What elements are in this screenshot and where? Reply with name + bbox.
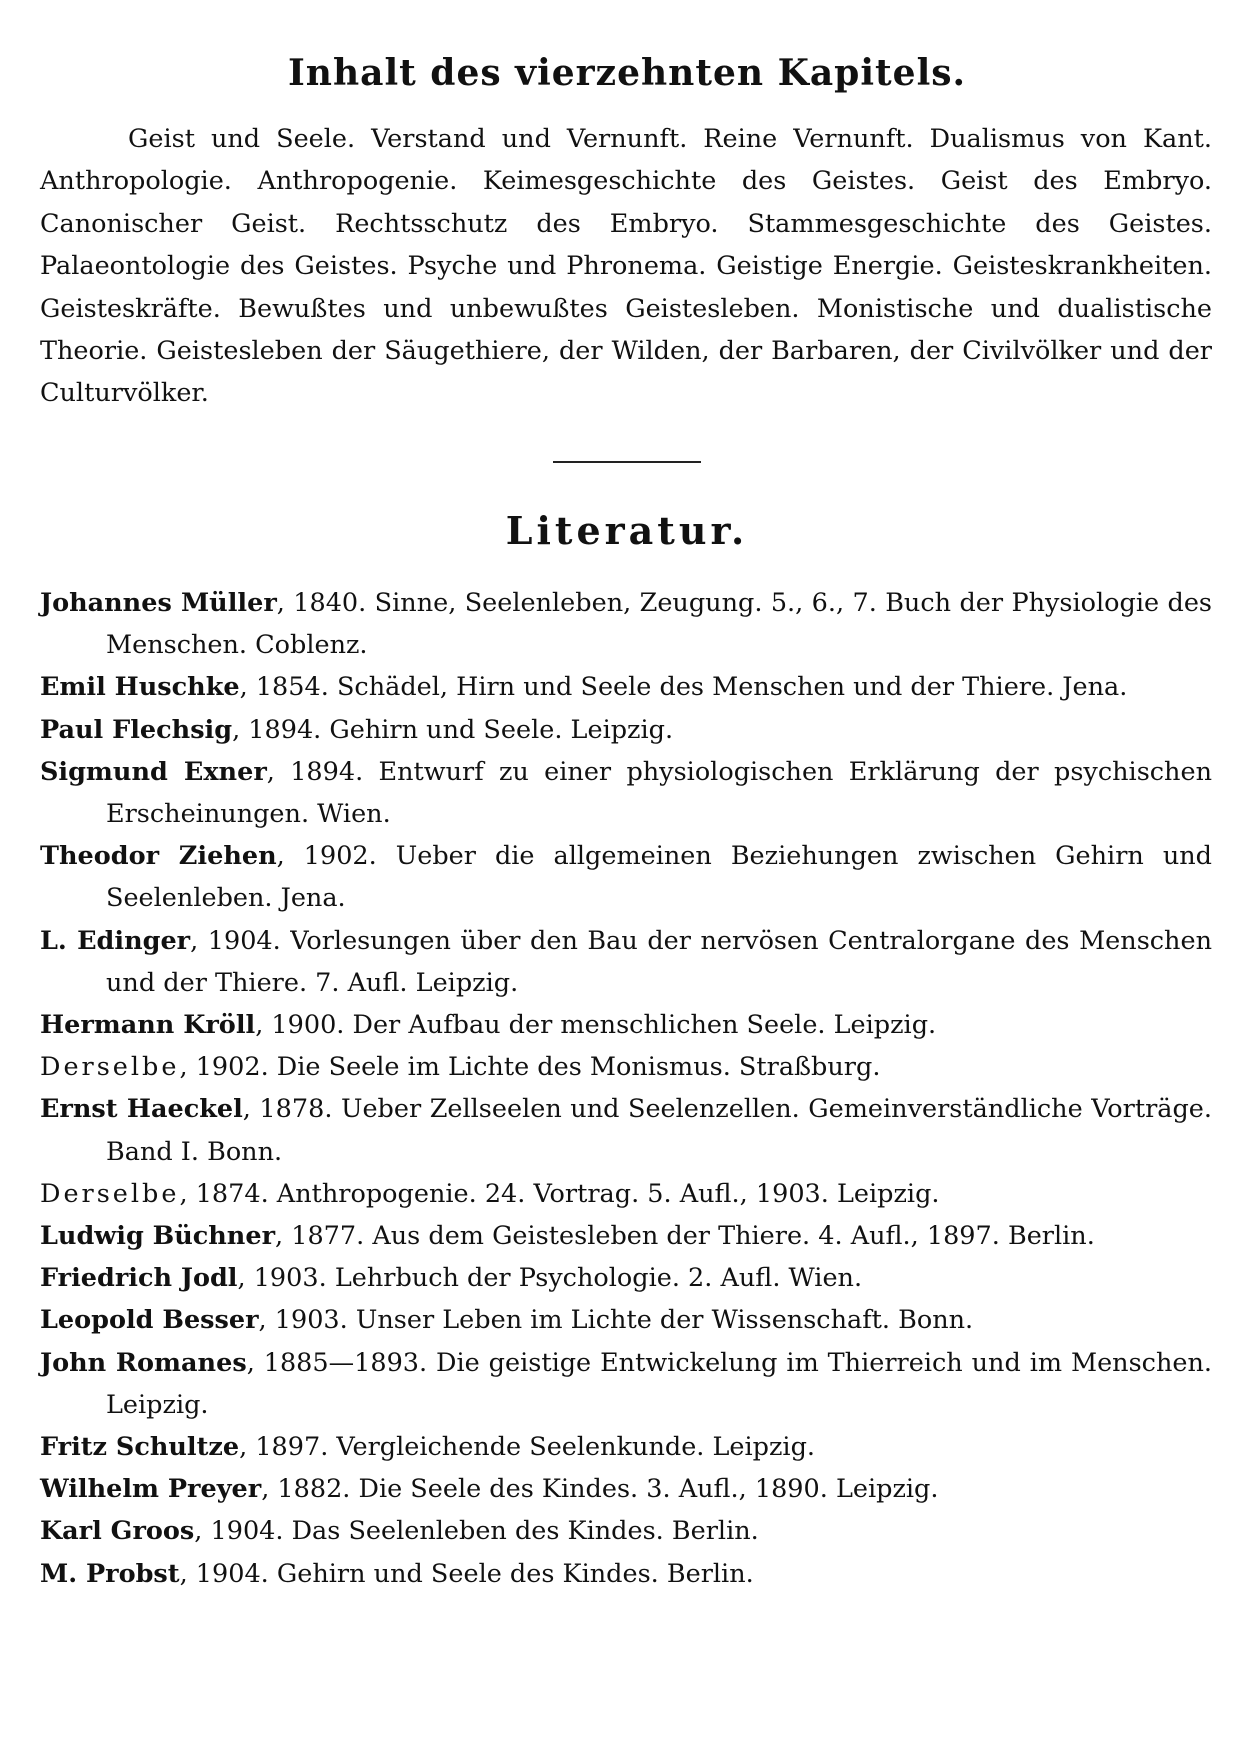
entry-author: Ludwig Büchner [40, 1221, 276, 1252]
entry-details: , 1877. Aus dem Geistesleben der Thiere. 4. Aufl., 1897. Berlin. [275, 1221, 1095, 1252]
entry-details: , 1902. Ueber die allgemeinen Beziehungen zwischen Gehirn und Seelenleben. Jena. [106, 841, 1212, 914]
entry-author: Hermann Kröll [40, 1010, 256, 1041]
entry-author: Theodor Ziehen [40, 841, 277, 872]
entry-author: Fritz Schultze [40, 1432, 240, 1463]
entry-details: , 1874. Anthropogenie. 24. Vortrag. 5. Aufl., 1903. Leipzig. [179, 1178, 940, 1209]
entry-author: Friedrich Jodl [40, 1263, 238, 1294]
literature-entry [40, 1088, 1212, 1172]
entry-author: Wilhelm Preyer [40, 1474, 262, 1505]
entry-details: , 1878. Ueber Zellseelen und Seelenzellen. Gemeinverständliche Vorträge. Band I. Bonn. [106, 1094, 1212, 1167]
literature-entry [40, 1004, 1212, 1046]
entry-details: , 1903. Lehrbuch der Psychologie. 2. Aufl. Wien. [237, 1263, 863, 1294]
literature-entry [40, 709, 1212, 751]
literature-entry [40, 835, 1212, 919]
entry-details: , 1882. Die Seele des Kindes. 3. Aufl., 1890. Leipzig. [261, 1474, 939, 1505]
literature-entry [40, 1510, 1212, 1552]
entry-author: Paul Flechsig [40, 714, 233, 745]
literature-entry [40, 1468, 1212, 1510]
entry-author: Emil Huschke [40, 672, 240, 703]
literature-entry [40, 1426, 1212, 1468]
section-divider [553, 461, 701, 463]
entry-details: , 1854. Schädel, Hirn und Seele des Menschen und der Thiere. Jena. [239, 672, 1128, 703]
entry-author: Sigmund Exner [40, 756, 267, 787]
chapter-contents-summary: Geist und Seele. Verstand und Vernunft. Reine Vernunft. Dualismus von Kant. Anthropologie. Anthropogenie. Keimesgeschichte des Geistes. Geist des Embryo. Canonischer Geist. Rechtsschutz des Embryo. Stammesgeschichte des Geistes. Palaeontologie des Geistes. Psyche und Phronema. Geistige Energie. Geisteskrankheiten. Geisteskräfte. Bewußtes und unbewußtes Geistesleben. Monistische und dualistische Theorie. Geistesleben der Säugethiere, der Wilden, der Barbaren, der Civilvölker und der Culturvölker. [40, 124, 1212, 409]
entry-details: , 1840. Sinne, Seelenleben, Zeugung. 5., 6., 7. Buch der Physiologie des Menschen. Coblenz. [106, 588, 1212, 661]
literature-entry [40, 1553, 1212, 1595]
entry-details: , 1904. Das Seelenleben des Kindes. Berlin. [194, 1516, 759, 1547]
entry-author: Derselbe [40, 1052, 180, 1083]
entry-details: , 1894. Entwurf zu einer physiologischen Erklärung der psychischen Erscheinungen. Wien. [106, 756, 1212, 830]
entry-details: , 1902. Die Seele im Lichte des Monismus. Straßburg. [179, 1052, 881, 1083]
literature-entry [40, 1257, 1212, 1299]
entry-details: , 1897. Vergleichende Seelenkunde. Leipzig. [239, 1432, 816, 1463]
entry-author: John Romanes [40, 1347, 247, 1378]
entry-author: Karl Groos [40, 1516, 195, 1547]
literature-entry [40, 1342, 1212, 1426]
literature-title: Literatur. [505, 508, 749, 553]
chapter-contents-title: Inhalt des vierzehnten Kapitels. [287, 52, 967, 94]
entry-author: Johannes Müller [40, 588, 277, 618]
entry-details: , 1885—1893. Die geistige Entwickelung im Thierreich und im Menschen. Leipzig. [106, 1347, 1213, 1420]
entry-author: Derselbe [40, 1178, 180, 1209]
entry-details: , 1894. Gehirn und Seele. Leipzig. [232, 714, 674, 745]
entry-details: , 1900. Der Aufbau der menschlichen Seele. Leipzig. [255, 1010, 937, 1041]
entry-author: Leopold Besser [40, 1305, 259, 1336]
entry-details: , 1904. Gehirn und Seele des Kindes. Berlin. [179, 1558, 754, 1589]
entry-author: Ernst Haeckel [40, 1094, 243, 1125]
literature-entry [40, 751, 1212, 835]
literature-entry [40, 1173, 1212, 1215]
literature-entry [40, 582, 1212, 666]
literature-list [40, 582, 1212, 1595]
entry-details: , 1903. Unser Leben im Lichte der Wissenschaft. Bonn. [258, 1305, 974, 1336]
literature-entry [40, 666, 1212, 708]
literature-entry [40, 1046, 1212, 1088]
literature-entry [40, 1299, 1212, 1341]
literature-entry [40, 1215, 1212, 1257]
entry-author: M. Probst [40, 1558, 180, 1589]
entry-details: , 1904. Vorlesungen über den Bau der nervösen Centralorgane des Menschen und der Thiere. 7. Aufl. Leipzig. [106, 925, 1212, 998]
literature-entry [40, 920, 1212, 1004]
entry-author: L. Edinger [40, 925, 191, 956]
